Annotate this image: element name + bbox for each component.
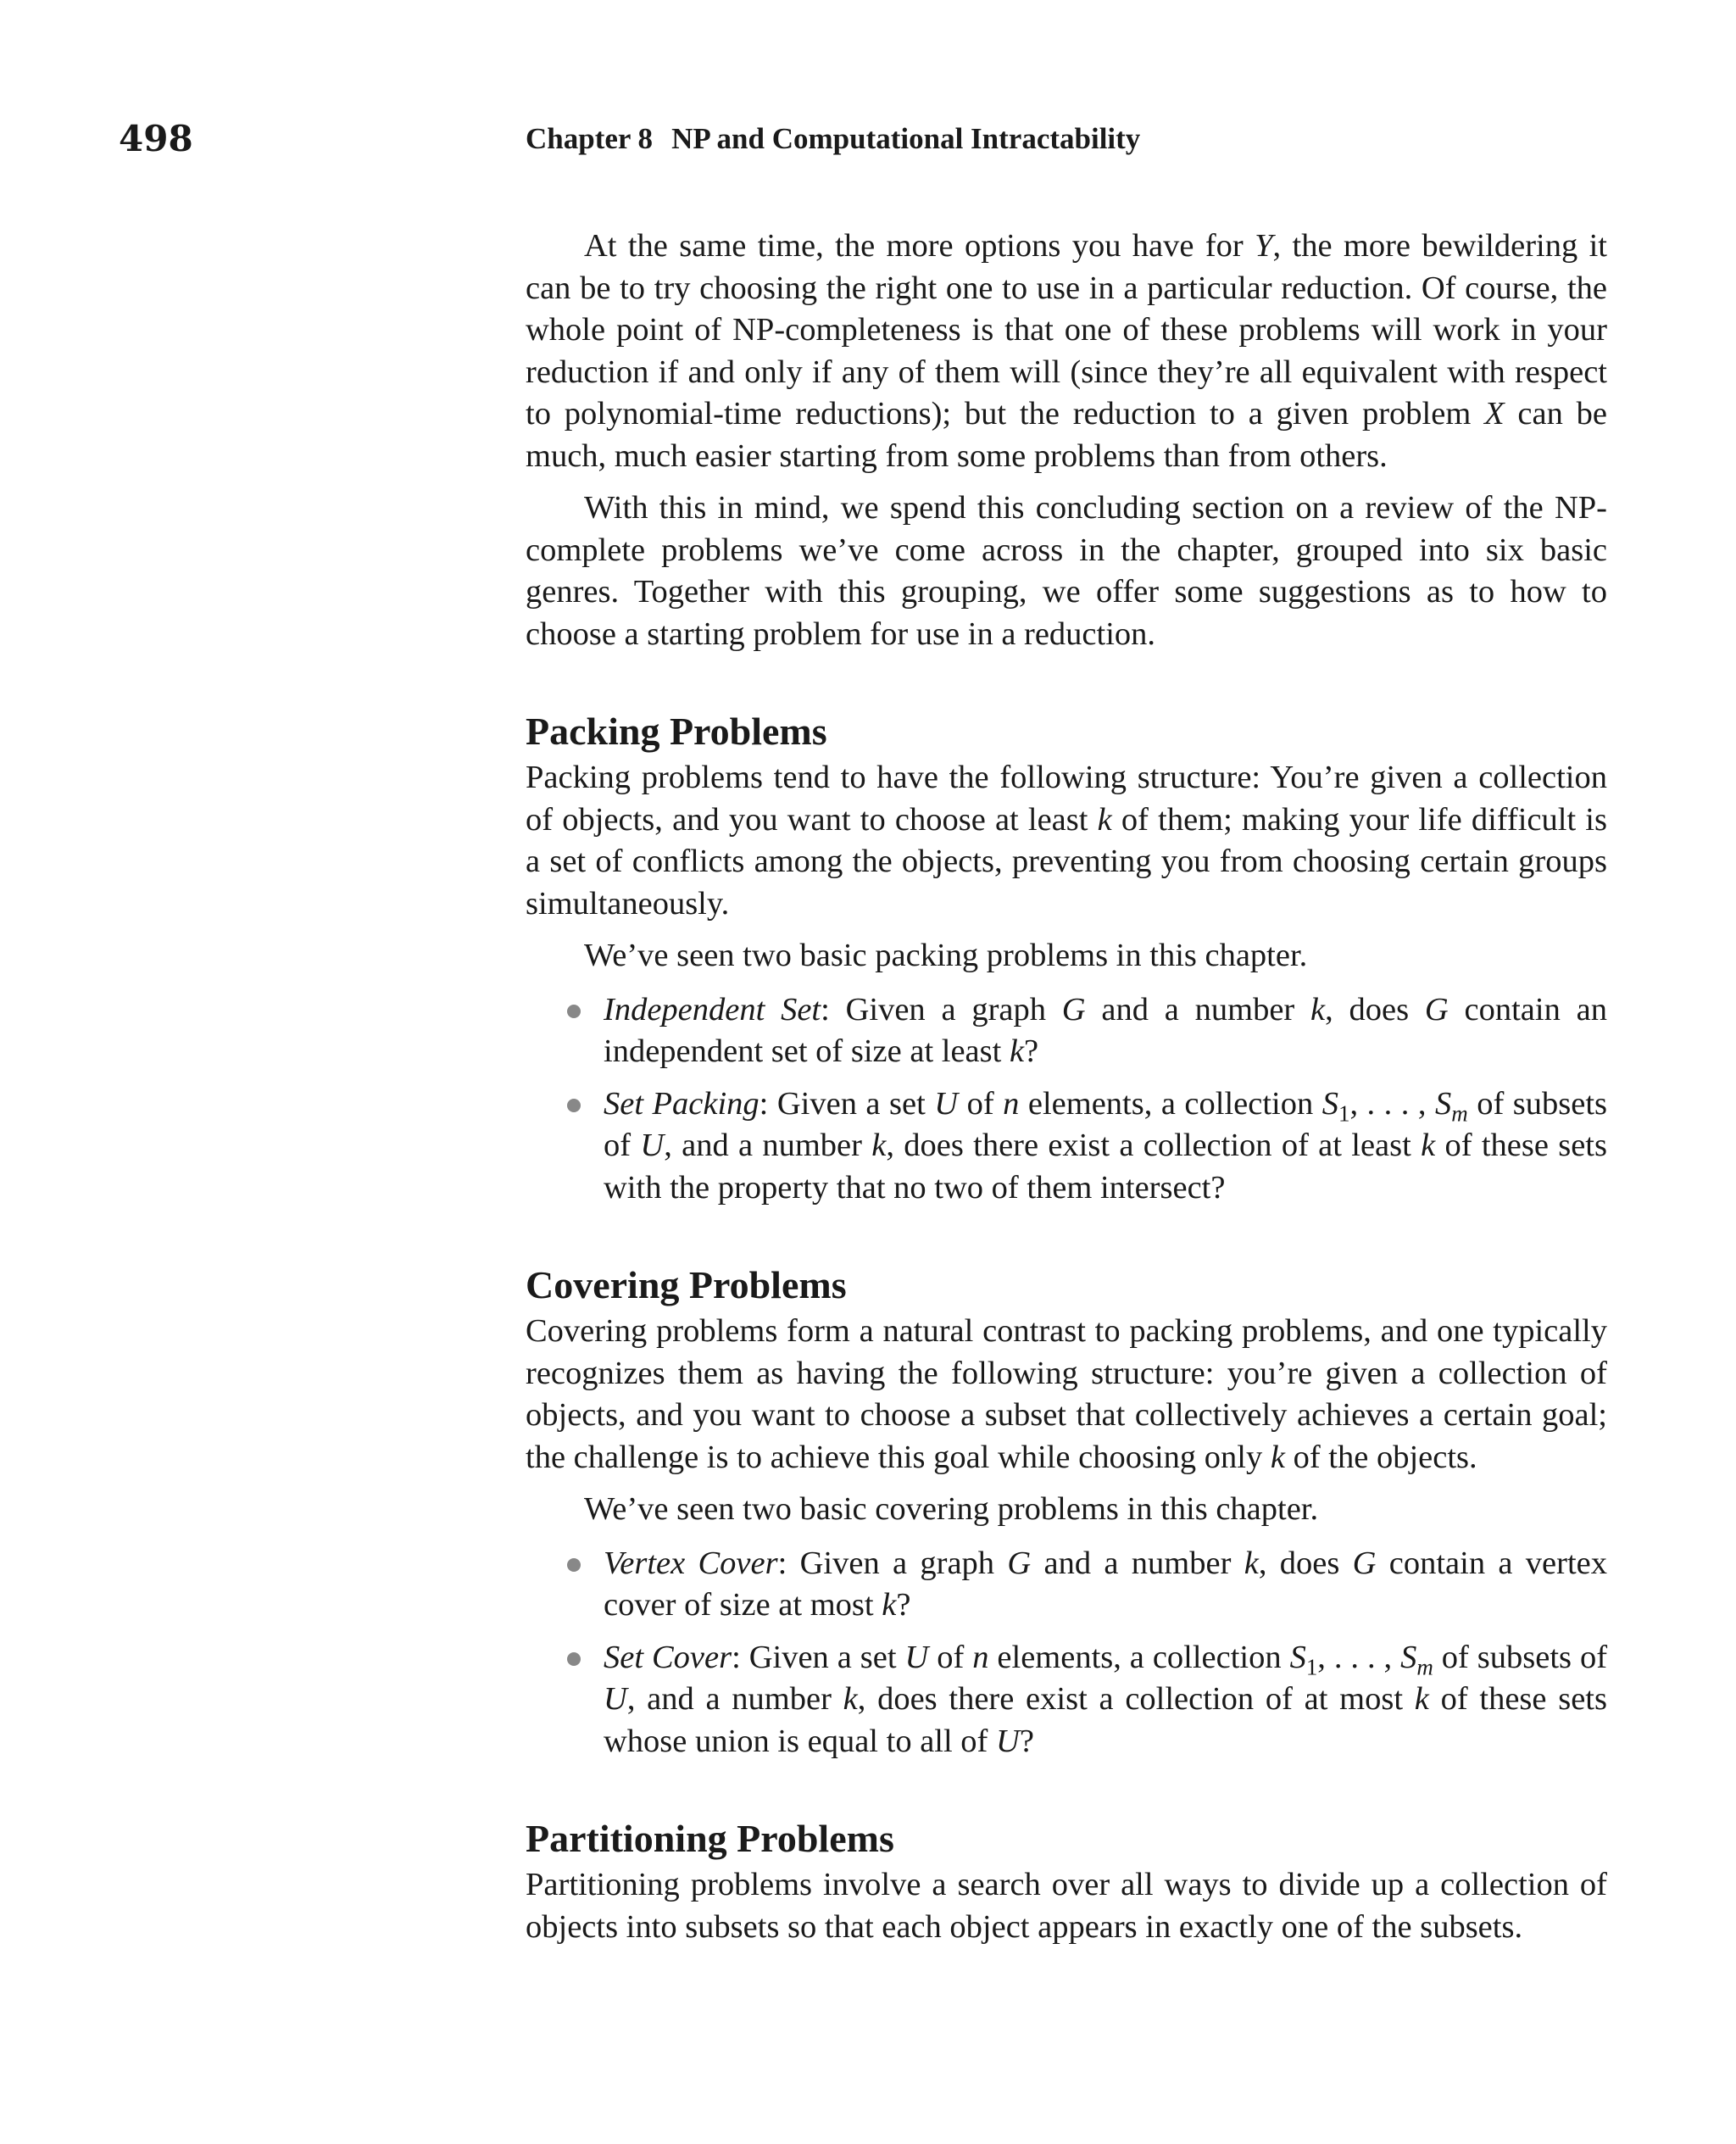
text-run: Covering problems form a natural contrast to packing problems, and one typically recognizes them as having the following structure: you’re given a collection of objects, and you want to choose a subset that collectively achieves a certain goal; the challenge is to achieve this goal while choosing only: [526, 1313, 1607, 1475]
text-run: : Given a set: [732, 1639, 905, 1675]
math-var: S: [1400, 1639, 1417, 1675]
math-subscript: 1: [1338, 1100, 1350, 1127]
covering-paragraph-2: We’ve seen two basic covering problems in this chapter.: [584, 1491, 1319, 1527]
math-var: k: [882, 1587, 897, 1623]
list-item-independent-set: [526, 989, 1607, 1073]
text-run: Packing problems tend to have the following structure: You’re given a collection of objects, and you want to choose at least: [526, 760, 1607, 838]
partitioning-paragraph-1: Partitioning problems involve a search over all ways to divide up a collection of objects into subsets so that each object appears in exactly one of the subsets.: [526, 1867, 1607, 1945]
text-run: ?: [896, 1587, 911, 1623]
math-subscript: m: [1416, 1654, 1433, 1680]
text-run: : Given a set: [759, 1085, 935, 1122]
math-var: k: [871, 1128, 887, 1163]
text-run: , . . . ,: [1317, 1639, 1401, 1675]
math-subscript: 1: [1305, 1654, 1318, 1680]
list-item-vertex-cover: [526, 1543, 1607, 1627]
math-var: k: [1097, 801, 1112, 838]
bullet-icon: [567, 1558, 581, 1572]
text-run: of: [928, 1639, 973, 1675]
math-var: U: [996, 1723, 1020, 1759]
math-var: U: [934, 1085, 959, 1122]
math-var: k: [1414, 1681, 1429, 1717]
math-var: k: [1270, 1439, 1285, 1475]
math-var: k: [1244, 1545, 1259, 1581]
text-run: and a number: [1085, 991, 1311, 1027]
math-var: G: [1352, 1545, 1377, 1581]
math-var: X: [1484, 396, 1505, 432]
text-run: : Given a graph: [777, 1545, 1008, 1581]
bullet-icon: [567, 1652, 581, 1666]
text-run: and a number: [1031, 1545, 1244, 1581]
intro-paragraph-2: With this in mind, we spend this concluding section on a review of the NP-complete problems we’ve come across in the chapter, grouped into six basic genres. Together with this grouping, we offer some suggestions as to how to choose a starting problem for use in a reduction.: [526, 490, 1607, 652]
math-var: U: [904, 1639, 929, 1675]
text-run: ?: [1024, 1033, 1039, 1069]
math-var: n: [1003, 1085, 1020, 1122]
math-var: k: [1421, 1128, 1436, 1163]
text-run: , does there exist a collection of at least: [886, 1128, 1422, 1163]
text-run: of these sets whose union is equal to all of: [604, 1681, 1607, 1759]
page-body: [526, 226, 1607, 1948]
math-var: U: [640, 1128, 665, 1163]
text-run: can be much, much easier starting from some problems than from others.: [526, 396, 1607, 474]
text-run: of them; making your life difficult is a set of conflicts among the objects, preventing you from choosing certain groups simultaneously.: [526, 801, 1607, 922]
math-var: G: [1007, 1545, 1032, 1581]
math-var: k: [843, 1681, 858, 1717]
list-item-set-cover: [526, 1637, 1607, 1763]
text-run: , does: [1258, 1545, 1353, 1581]
text-run: At the same time, the more options you have for: [584, 228, 1255, 264]
page-number: 498: [119, 118, 193, 159]
math-var: S: [1435, 1085, 1452, 1122]
problem-name: Vertex Cover: [604, 1545, 778, 1581]
section-heading-covering: Covering Problems: [526, 1263, 847, 1306]
bullet-icon: [567, 1099, 581, 1112]
covering-paragraph-1: [526, 1311, 1607, 1479]
text-run: , does: [1325, 991, 1425, 1027]
text-run: of these sets with the property that no two of them intersect?: [604, 1128, 1607, 1206]
problem-name: Set Packing: [604, 1085, 760, 1122]
intro-paragraph-1: [526, 226, 1607, 477]
problem-name: Independent Set: [604, 991, 821, 1027]
math-var: S: [1321, 1085, 1338, 1122]
text-run: of: [958, 1085, 1004, 1122]
text-run: , . . . ,: [1349, 1085, 1436, 1122]
math-var: U: [604, 1681, 627, 1717]
math-var: G: [1424, 991, 1449, 1027]
math-var: n: [972, 1639, 989, 1675]
math-var: k: [1310, 991, 1326, 1027]
text-run: of the objects.: [1284, 1439, 1477, 1475]
chapter-label: Chapter 8: [526, 122, 654, 155]
packing-problem-list: [526, 989, 1607, 1210]
text-run: : Given a graph: [821, 991, 1062, 1027]
packing-paragraph-2: We’ve seen two basic packing problems in this chapter.: [584, 938, 1308, 973]
math-subscript: m: [1451, 1100, 1468, 1127]
math-var: G: [1061, 991, 1086, 1027]
math-var: Y: [1255, 228, 1273, 264]
chapter-title: NP and Computational Intractability: [671, 122, 1141, 155]
text-run: elements, a collection: [988, 1639, 1290, 1675]
bullet-icon: [567, 1005, 581, 1018]
text-run: of subsets of: [1433, 1639, 1608, 1675]
text-run: contain an independent set of size at least: [604, 991, 1607, 1069]
covering-problem-list: [526, 1543, 1607, 1763]
text-run: , the more bewildering it can be to try choosing the right one to use in a particular reduction. Of course, the whole point of NP-completeness is that one of these problems will work in your reduction if and only if any of them will (since they’re all equivalent with respect to polynomial-time reductions); but the reduction to a given problem: [526, 228, 1607, 432]
math-var: S: [1289, 1639, 1306, 1675]
text-run: , and a number: [626, 1681, 843, 1717]
text-run: of subsets of: [604, 1085, 1608, 1163]
packing-paragraph-1: [526, 757, 1607, 925]
section-heading-packing: Packing Problems: [526, 710, 827, 753]
running-head: [526, 114, 1140, 164]
text-run: contain a vertex cover of size at most: [604, 1545, 1607, 1623]
math-var: k: [1009, 1033, 1025, 1069]
text-run: elements, a collection: [1019, 1085, 1322, 1122]
text-run: , does there exist a collection of at most: [857, 1681, 1415, 1717]
text-run: , and a number: [664, 1128, 872, 1163]
section-heading-partitioning: Partitioning Problems: [526, 1817, 894, 1860]
text-run: ?: [1019, 1723, 1034, 1759]
list-item-set-packing: [526, 1083, 1607, 1210]
problem-name: Set Cover: [604, 1639, 732, 1675]
